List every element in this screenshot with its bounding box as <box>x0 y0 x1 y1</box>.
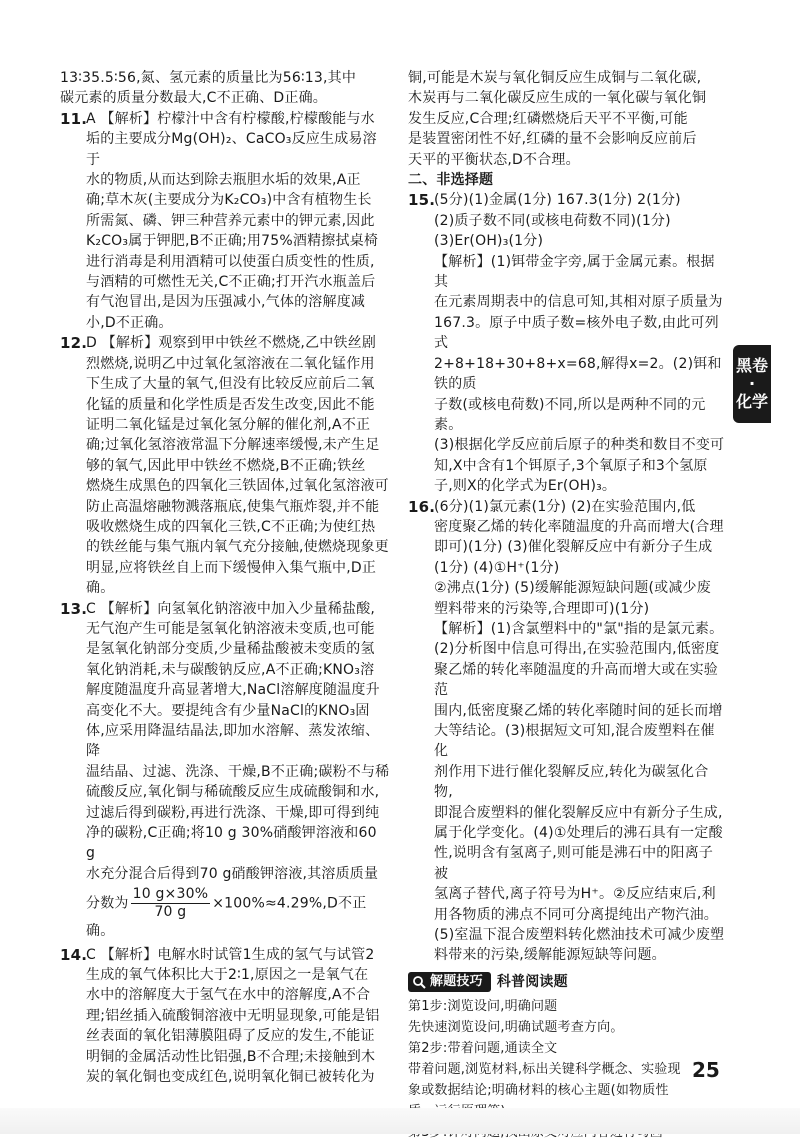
answer-line: 密度聚乙烯的转化率随温度的升高而增大(合理 <box>434 518 724 535</box>
answer-line: 过滤后得到碳粉,再进行洗涤、干燥,即可得到纯 <box>86 804 380 821</box>
answer-line: 水中的溶解度大于氢气在水中的溶解度,A不合 <box>86 987 371 1004</box>
right-column <box>408 68 726 1143</box>
side-tab-dot: · <box>748 374 756 393</box>
answer-line: A 【解析】柠檬汁中含有柠檬酸,柠檬酸能与水 <box>86 110 375 127</box>
question-number: 15. <box>408 191 436 210</box>
answer-line: 进行消毒是利用酒精可以使蛋白质变性的性质, <box>86 253 375 270</box>
answer-line: 净的碳粉,C正确;将10 g 30%硝酸钾溶液和60 g <box>86 825 377 862</box>
answer-line: 烈燃烧,说明乙中过氧化氢溶液在二氧化锰作用 <box>86 355 375 372</box>
question-15 <box>408 190 726 496</box>
answer-line: 所需氮、磷、钾三种营养元素中的钾元素,因此 <box>86 212 375 229</box>
question-number: 12. <box>60 334 88 353</box>
question-number: 16. <box>408 497 436 516</box>
answer-line: 温结晶、过滤、洗涤、干燥,B不正确;碳粉不与稀 <box>86 763 390 780</box>
answer-line: 围内,低密度聚乙烯的转化率随时间的延长而增 <box>434 702 723 719</box>
answer-line: 的铁丝能与集气瓶内氧气充分接触,使燃烧现象更 <box>86 539 389 556</box>
answer-line: 小,D不正确。 <box>86 314 173 331</box>
page-number: 25 <box>692 1058 720 1082</box>
tip-line: 带着问题,浏览材料,标出关键科学概念、实验现 <box>408 1062 681 1078</box>
answer-line: 防止高温熔融物溅落瓶底,使集气瓶炸裂,并不能 <box>86 498 380 515</box>
answer-line: (6分)(1)氯元素(1分) (2)在实验范围内,低 <box>434 498 696 515</box>
answer-line: 子,则X的化学式为Er(OH)₃。 <box>434 478 617 495</box>
fraction-numerator: 10 g×30% <box>132 886 209 903</box>
answer-line: 明铜的金属活动性比铝强,B不合理;未接触到木 <box>86 1048 376 1065</box>
answer-line: 硫酸反应,氧化铜与稀硫酸反应生成硫酸铜和水, <box>86 784 380 801</box>
answer-line: (3)根据化学反应前后原子的种类和数目不变可 <box>434 437 725 454</box>
answer-line: C 【解析】向氢氧化钠溶液中加入少量稀盐酸, <box>86 600 376 617</box>
answer-line: 与酒精的可燃性无关,C不正确;打开汽水瓶盖后 <box>86 274 376 291</box>
answer-line: 2+8+18+30+8+x=68,解得x=2。(2)铒和铁的质 <box>434 355 722 393</box>
answer-line: 大等结论。(3)根据短文可知,混合废塑料在催化 <box>434 723 715 760</box>
answer-line: 丝表面的氧化铝薄膜阻碍了反应的发生,不能证 <box>86 1028 375 1045</box>
answer-line: D 【解析】观察到甲中铁丝不燃烧,乙中铁丝剧 <box>86 335 377 352</box>
question-number: 14. <box>60 945 88 964</box>
answer-line: C 【解析】电解水时试管1生成的氢气与试管2 <box>86 946 375 963</box>
answer-line: 性,说明含有氢离子,则可能是沸石中的阳离子被 <box>434 845 714 882</box>
answer-line: 化锰的质量和化学性质是否发生改变,因此不能 <box>86 396 375 413</box>
answer-line: 解度随温度升高显著增大,NaCl溶解度随温度升 <box>86 682 380 699</box>
question-12 <box>60 333 390 598</box>
answer-line: 氧化钠消耗,未与碳酸钠反应,A不正确;KNO₃溶 <box>86 661 375 678</box>
answer-line: 即可)(1分) (3)催化裂解反应中有新分子生成 <box>434 539 713 556</box>
answer-line: 【解析】(1)含氯塑料中的"氯"指的是氯元素。 <box>434 620 724 637</box>
page-bottom-edge <box>0 1108 800 1134</box>
section-heading: 二、非选择题 <box>408 172 494 189</box>
fraction-prefix: 分数为 <box>86 895 129 912</box>
question-number: 11. <box>60 109 88 128</box>
answer-line: 用各物质的沸点不同可分离提纯出产物汽油。 <box>434 906 718 923</box>
magnifier-icon <box>412 975 426 989</box>
subject-side-tab <box>733 345 771 423</box>
answer-line: 水充分混合后得到70 g硝酸钾溶液,其溶质质量 <box>86 865 379 882</box>
answer-line: 【解析】(1)铒带金字旁,属于金属元素。根据其 <box>434 253 715 291</box>
answer-line: 生成的氧气体积比大于2∶1,原因之一是氧气在 <box>86 967 369 984</box>
continued-line: 天平的平衡状态,D不合理。 <box>408 151 580 168</box>
answer-line: K₂CO₃属于钾肥,B不正确;用75%酒精擦拭桌椅 <box>86 233 379 250</box>
answer-line: 剂作用下进行催化裂解反应,转化为碳氢化合物, <box>434 763 709 801</box>
answer-line: 167.3。原子中质子数=核外电子数,由此可列式 <box>434 314 719 352</box>
answer-line: 够的氧气,因此甲中铁丝不燃烧,B不正确;铁丝 <box>86 457 366 474</box>
answer-line: 氢离子替代,离子符号为H⁺。②反应结束后,利 <box>434 886 716 903</box>
answer-line: 知,X中含有1个铒原子,3个氧原子和3个氢原 <box>434 457 708 474</box>
answer-line: 即混合废塑料的催化裂解反应中有新分子生成, <box>434 804 723 821</box>
tip-badge-label: 解题技巧 <box>430 974 483 990</box>
tip-line: 第1步:浏览设问,明确问题 <box>408 999 558 1015</box>
answer-line: 体,应采用降温结晶法,即加水溶解、蒸发浓缩、降 <box>86 723 380 760</box>
answer-line: 子数(或核电荷数)不同,所以是两种不同的元素。 <box>434 396 706 433</box>
answer-line: 证明二氧化锰是过氧化氢分解的催化剂,A不正 <box>86 416 371 433</box>
answer-line: ②沸点(1分) (5)缓解能源短缺问题(或减少废 <box>434 580 711 597</box>
tip-badge <box>408 972 491 992</box>
intro-line: 碳元素的质量分数最大,C不正确、D正确。 <box>60 90 328 107</box>
continued-line: 木炭再与二氧化碳反应生成的一氧化碳与氧化铜 <box>408 90 707 107</box>
answer-line: 聚乙烯的转化率随温度的升高而增大或在实验范 <box>434 661 718 699</box>
answer-line: (2)分析图中信息可得出,在实验范围内,低密度 <box>434 641 720 658</box>
tip-line: 象或数据结论;明确材料的核心主题(如物质性 <box>408 1083 669 1099</box>
answer-line: 理;铝丝插入硫酸铜溶液中无明显现象,可能是铝 <box>86 1007 380 1024</box>
question-number: 13. <box>60 599 88 618</box>
answer-line: 炭的氧化铜也变成红色,说明氧化铜已被转化为 <box>86 1069 375 1086</box>
answer-line: 下生成了大量的氧气,但没有比较反应前后二氧 <box>86 376 375 393</box>
answer-line: 确;过氧化氢溶液常温下分解速率缓慢,未产生足 <box>86 437 380 454</box>
mass-fraction <box>131 886 211 921</box>
side-tab-line1: 黑卷 <box>735 356 768 375</box>
tip-line: 先快速浏览设问,明确试题考查方向。 <box>408 1020 624 1036</box>
fraction-line <box>86 886 390 941</box>
answer-line: 在元素周期表中的信息可知,其相对原子质量为 <box>434 294 723 311</box>
tip-line: 第2步:带着问题,通读全文 <box>408 1041 558 1057</box>
question-11 <box>60 109 390 333</box>
continued-line: 发生反应,C合理;红磷燃烧后天平不平衡,可能 <box>408 110 688 127</box>
answer-line: (1分) (4)①H⁺(1分) <box>434 559 560 576</box>
tip-title: 科普阅读题 <box>496 973 568 990</box>
answer-line: 燃烧生成黑色的四氧化三铁固体,过氧化氢溶液可 <box>86 478 389 495</box>
answer-line: 高变化不大。要提纯含有少量NaCl的KNO₃固 <box>86 702 370 719</box>
answer-line: 吸收燃烧生成的四氧化三铁,C不正确;为使红热 <box>86 518 376 535</box>
left-column <box>60 68 390 1088</box>
answer-line: 确;草木灰(主要成分为K₂CO₃)中含有植物生长 <box>86 192 372 209</box>
continued-line: 铜,可能是木炭与氧化铜反应生成铜与二氧化碳, <box>408 70 702 86</box>
fraction-suffix: ×100%≈4.29%,D不正确。 <box>86 895 367 940</box>
answer-line: (3)Er(OH)₃(1分) <box>434 233 544 250</box>
answer-line: 无气泡产生可能是氢氧化钠溶液未变质,也可能 <box>86 620 375 637</box>
answer-line: 水的物质,从而达到除去瓶胆水垢的效果,A正 <box>86 172 361 189</box>
fraction-denominator: 70 g <box>154 904 187 921</box>
answer-line: (2)质子数不同(或核电荷数不同)(1分) <box>434 212 671 229</box>
answer-line: 塑料带来的污染等,合理即可)(1分) <box>434 600 650 617</box>
side-tab-line2: 化学 <box>735 392 768 411</box>
question-13 <box>60 599 390 942</box>
answer-line: (5分)(1)金属(1分) 167.3(1分) 2(1分) <box>434 192 681 209</box>
tip-header <box>408 972 726 992</box>
answer-line: 明显,应将铁丝自上而下缓慢伸入集气瓶中,D正确。 <box>86 559 377 597</box>
answer-line: 是氢氧化钠部分变质,少量稀盐酸被未变质的氢 <box>86 641 375 658</box>
answer-line: (5)室温下混合废塑料转化燃油技术可减少废塑 <box>434 927 725 944</box>
question-14 <box>60 945 390 1088</box>
answer-line: 属于化学变化。(4)①处理后的沸石具有一定酸 <box>434 825 723 842</box>
continued-line: 是装置密闭性不好,红磷的量不会影响反应前后 <box>408 131 697 148</box>
intro-line: 13∶35.5∶56,氮、氢元素的质量比为56∶13,其中 <box>60 70 357 86</box>
answer-line: 垢的主要成分Mg(OH)₂、CaCO₃反应生成易溶于 <box>86 131 377 168</box>
answer-line: 有气泡冒出,是因为压强减小,气体的溶解度减 <box>86 294 366 311</box>
answer-line: 料带来的污染,缓解能源短缺等问题。 <box>434 947 666 964</box>
question-16 <box>408 497 726 966</box>
